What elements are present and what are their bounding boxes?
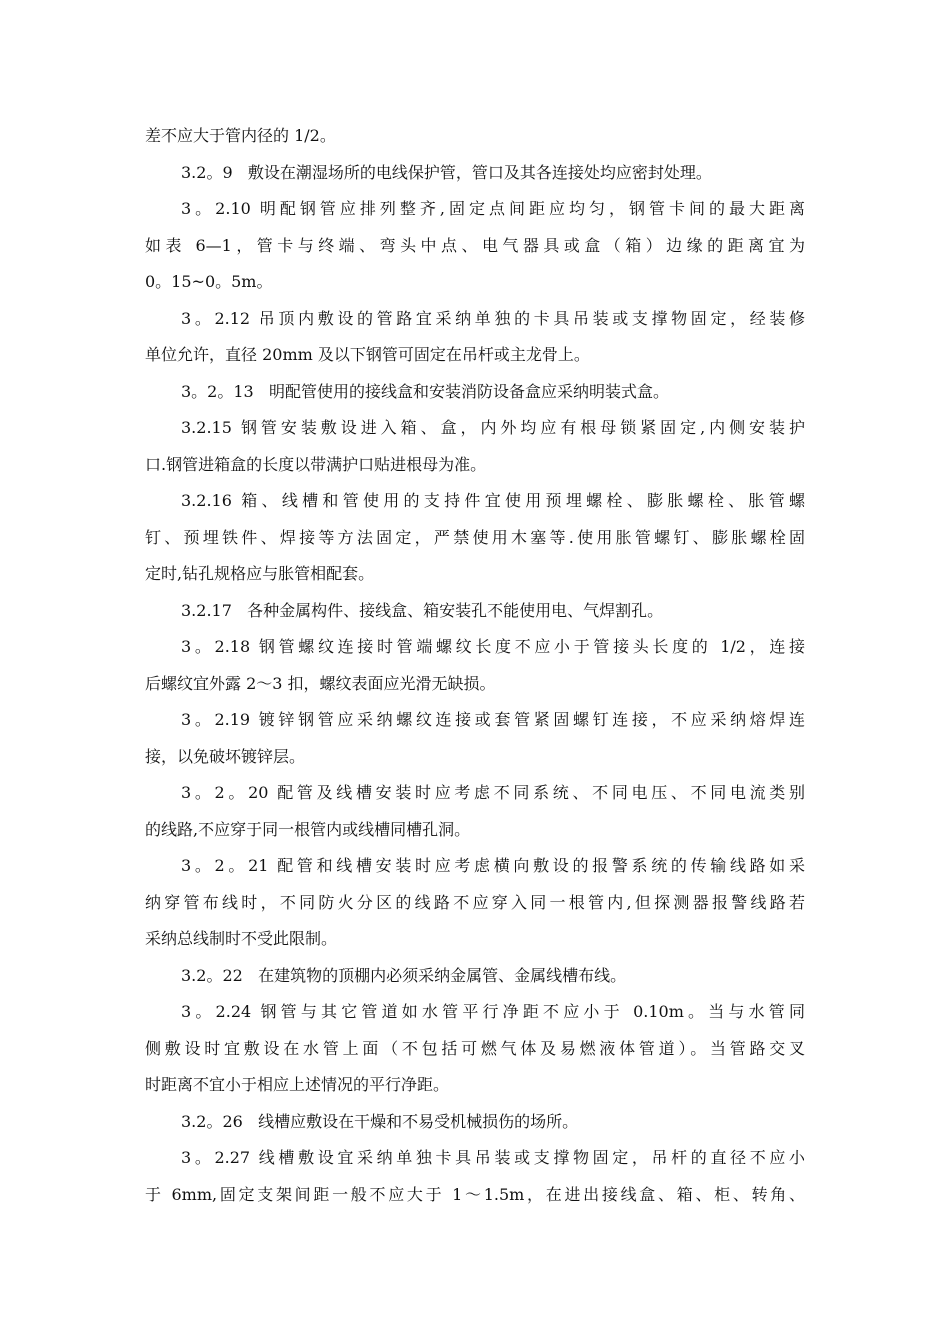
text-line: 0。15~0。5m。 [145,272,273,291]
text-line: 单位允许，直径 20mm 及以下钢管可固定在吊杆或主龙骨上。 [145,345,590,364]
paragraph-continuation [145,118,805,155]
text-line: 3.2。22 在建筑物的顶棚内必须采纳金属管、金属线槽布线。 [181,965,627,985]
text-line: 于 6mm,固定支架间距一般不应大于 1～1.5m，在进出接线盒、箱、柜、转角、 [145,1184,805,1204]
text-line: 如表 6—1，管卡与终端、弯头中点、电气器具或盒（箱）边缘的距离宜为 [145,235,805,255]
text-line: 3。2。21 配管和线槽安装时应考虑横向敷设的报警系统的传输线路如采 [181,856,805,875]
text-line: 侧敷设时宜敷设在水管上面（不包括可燃气体及易燃液体管道）。当管路交叉 [145,1038,805,1058]
text-line: 3。2。20 配管及线槽安装时应考虑不同系统、不同电压、不同电流类别 [181,783,805,802]
text-line: 3。2.18 钢管螺纹连接时管端螺纹长度不应小于管接头长度的 1/2，连接 [181,637,805,656]
clause-3-2-24 [145,994,805,1104]
text-line: 3。2.10 明配钢管应排列整齐,固定点间距应均匀，钢管卡间的最大距离 [181,199,805,218]
text-line: 时距离不宜小于相应上述情况的平行净距。 [145,1075,450,1094]
text-line: 3。2.19 镀锌钢管应采纳螺纹连接或套管紧固螺钉连接，不应采纳熔焊连 [181,710,805,729]
clause-3-2-13 [145,374,805,411]
clause-3-2-22 [145,958,805,995]
text-line: 3。2.12 吊顶内敷设的管路宜采纳单独的卡具吊装或支撑物固定，经装修 [181,308,805,328]
clause-3-2-12 [145,301,805,374]
text-line: 的线路,不应穿于同一根管内或线槽同槽孔洞。 [145,819,471,839]
clause-3-2-21 [145,848,805,958]
clause-3-2-16 [145,483,805,593]
text-line: 3.2.16 箱、线槽和管使用的支持件宜使用预埋螺栓、膨胀螺栓、胀管螺 [181,491,805,510]
text-line: 采纳总线制时不受此限制。 [145,929,338,948]
body-text [145,118,805,1213]
text-line: 3。2。13 明配管使用的接线盒和安装消防设备盒应采纳明装式盒。 [181,381,669,401]
text-line: 差不应大于管内径的 1/2。 [145,126,336,145]
text-line: 3.2.17 各种金属构件、接线盒、箱安装孔不能使用电、气焊割孔。 [181,600,664,620]
text-line: 3.2.15 钢管安装敷设进入箱、盒，内外均应有根母锁紧固定,内侧安装护 [181,418,805,437]
text-line: 3.2。26 线槽应敷设在干燥和不易受机械损伤的场所。 [181,1111,579,1131]
clause-3-2-18 [145,629,805,702]
text-line: 钉、预埋铁件、焊接等方法固定，严禁使用木塞等.使用胀管螺钉、膨胀螺栓固 [145,527,805,547]
clause-3-2-17 [145,593,805,630]
text-line: 纳穿管布线时，不同防火分区的线路不应穿入同一根管内,但探测器报警线路若 [145,892,805,912]
clause-3-2-10 [145,191,805,301]
text-line: 3。2.24 钢管与其它管道如水管平行净距不应小于 0.10m。当与水管同 [181,1002,805,1021]
text-line: 定时,钻孔规格应与胀管相配套。 [145,564,375,583]
clause-3-2-9 [145,155,805,192]
text-line: 接，以免破坏镀锌层。 [145,746,306,766]
text-line: 口.钢管进箱盒的长度以带满护口贴进根母为准。 [145,454,487,474]
text-line: 3.2。9 敷设在潮湿场所的电线保护管，管口及其各连接处均应密封处理。 [181,162,712,182]
clause-3-2-15 [145,410,805,483]
text-line: 后螺纹宜外露 2～3 扣，螺纹表面应光滑无缺损。 [145,673,496,693]
text-line: 3。2.27 线槽敷设宜采纳单独卡具吊装或支撑物固定，吊杆的直径不应小 [181,1148,805,1167]
clause-3-2-27 [145,1140,805,1213]
clause-3-2-20 [145,775,805,848]
clause-3-2-19 [145,702,805,775]
clause-3-2-26 [145,1104,805,1141]
